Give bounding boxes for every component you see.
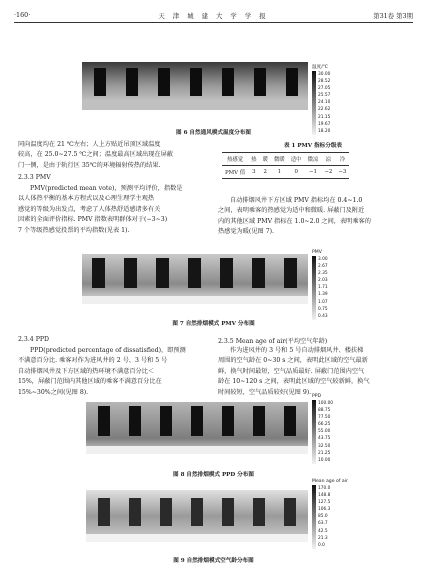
text-line: 以人体热平衡的基本方程式以及心理生理学主观热 [18,195,155,203]
fig6-colorbar [312,71,316,135]
fig6-tick: 25.57 [318,93,331,99]
text-line: 作为进风井的 3 号和 5 号自动排烟风井、楼扶梯 [230,347,364,354]
fig7-colorbar [312,256,316,320]
right-paragraph-1 [218,196,410,238]
fig9-tick: 127.5 [318,500,331,506]
pmv-grading-table [222,152,349,179]
fig7-ticks [318,256,328,320]
fig8-tick: 66.25 [318,422,331,428]
table-cell: PMV 值 [222,166,248,179]
text-line: 自动排烟风井及下方区域的热环境不满意百分比＜ [18,367,155,375]
fig9-tick: 106.3 [318,507,331,513]
fig7-tick: 1.07 [318,299,328,305]
fig8-tick: 100.00 [318,401,334,406]
fig8-contour-plot [86,402,308,454]
journal-title: 天 津 城 建 大 学 学 报 [158,12,269,20]
text-line: 门一侧，是由于轨行区 35℃的环境辐射传热的结果. [18,161,161,169]
fig8-tick: 10.00 [318,457,331,463]
left-paragraph-1 [18,140,208,171]
fig7-legend-title: PMV [312,250,322,255]
text-line: 感觉的等级为出发点，考虑了人体热舒适感诸多有关 [18,205,161,213]
fig8-tick: 88.75 [318,408,331,414]
text-line: 15%~30%之间(见图 8). [18,388,89,396]
text-line: 龄在 10~120 s 之间，表明此区域的空气较新鲜，换气 [218,378,370,386]
text-line: PMV(predicted mean vote)，预测平均评价，指数是 [30,185,183,192]
fig6-caption: 图 6 自然通风模式温度分布图 [176,130,251,136]
table-cell: −3 [335,166,349,179]
fig7-tick: 2.03 [318,278,328,284]
table-cell: 热 [248,153,259,166]
table-cell: 2 [260,166,271,179]
running-header [14,10,413,23]
fig6-tick: 30.00 [318,72,331,77]
page-number: ·160· [14,11,31,19]
table-cell: −2 [321,166,335,179]
fig6-tick: 27.05 [318,86,331,92]
fig9-tick: 170.0 [318,486,331,491]
text-line: 周围的空气龄在 0~30 s 之间，表明此区域的空气最新 [218,357,368,365]
text-line: 自动排烟风井下方区域 PMV 指标均在 0.4~1.0 [230,197,363,204]
fig8-tick: 77.50 [318,415,331,421]
table-header-row [222,153,349,166]
fig8-tick: 32.50 [318,443,331,449]
text-line: 15%，屏蔽门范围内其他区域的乘客不满意百分比在 [18,378,162,386]
text-line: 时间较短，空气品质较好(见图 9). [218,388,312,396]
fig7-contour-plot [82,254,308,304]
text-line: 7 个等级热感觉投票的平均指数(见表 1). [18,226,130,234]
fig6-tick: 28.52 [318,79,331,85]
fig9-legend-title: Mean age of air [312,479,348,484]
text-line: 不满意百分比. 乘客对作为进风井的 2 号、3 号和 5 号 [18,357,168,365]
fig7-tick: 2.67 [318,264,328,270]
text-line: 热感觉为暖(见图 7). [218,228,275,236]
fig7-legend [312,250,328,320]
fig9-contour-plot [86,490,308,542]
fig8-tick: 21.25 [318,450,331,456]
text-line: 因素的全面评价指标. PMV 指数表明群体对于(−3~3) [18,216,168,224]
fig6-tick: 22.62 [318,107,331,113]
table-cell: 适中 [288,153,305,166]
table-cell: −1 [305,166,322,179]
table-cell: 1 [271,166,288,179]
fig9-tick: 42.5 [318,528,328,534]
fig9-ticks [318,485,330,549]
fig9-tick: 0.0 [318,542,325,548]
fig9-colorbar [312,485,316,549]
fig9-tick: 63.7 [318,521,328,527]
fig6-tick: 21.15 [318,114,331,120]
fig9-tick: 21.3 [318,535,328,541]
fig7-tick: 2.35 [318,271,328,277]
section-heading-pmv: 2.3.3 PMV [18,174,51,181]
table1-caption: 表 1 PMV 指标分级表 [283,143,343,149]
air-age-paragraph [218,346,410,398]
table-cell: 冷 [335,153,349,166]
fig8-tick: 55.00 [318,429,331,435]
table-cell: 3 [248,166,259,179]
fig7-tick: 1.71 [318,285,328,291]
text-line: 内的其他区域 PMV 指标在 1.0~2.0 之间，表明乘客的 [218,217,371,225]
fig7-tick: 0.75 [318,306,328,312]
table-cell: 热感觉 [222,153,248,166]
fig6-legend-title: 温度/℃ [312,65,328,70]
fig9-legend [312,479,348,549]
fig6-legend [312,64,330,135]
fig6-ticks [318,71,330,135]
table-cell: 微暖 [271,153,288,166]
fig8-colorbar [312,400,316,464]
fig7-tick: 1.39 [318,292,328,298]
section-heading-ppd: 2.3.4 PPD [18,336,49,343]
fig7-tick: 3.00 [318,257,328,262]
table-cell: 凉 [321,153,335,166]
table-cell: 微凉 [305,153,322,166]
fig8-legend [312,394,333,464]
fig6-tick: 19.67 [318,121,331,127]
section-heading-air-age: 2.3.5 Mean age of air(平均空气年龄) [218,338,328,345]
fig6-contour-plot [82,62,308,110]
fig7-tick: 0.43 [318,313,328,319]
text-line: 较高，在 25.0~27.5 ℃之间；温度最高区域出现在屏蔽 [18,151,173,159]
ppd-paragraph [18,346,208,398]
text-line: 鲜，换气时间最短，空气品质最好. 屏蔽门范围内空气 [218,367,365,375]
fig6-tick: 24.10 [318,100,331,106]
fig6-tick: 18.20 [318,128,331,134]
text-line: 同向温度均在 21 ℃左右；人上方贴近吊顶区域温度 [18,141,161,148]
fig7-caption: 图 7 自然排烟模式 PMV 分布图 [172,321,255,327]
table-row [222,166,349,179]
fig8-caption: 图 8 自然排烟模式 PPD 分布图 [173,472,254,478]
fig9-caption: 图 9 自然排烟模式空气龄分布图 [173,558,254,564]
issue-info: 第31卷 第3期 [373,12,413,20]
text-line: 之间，表明乘客的热感觉为适中和微暖. 屏蔽门及附近 [218,207,365,215]
fig8-tick: 43.75 [318,436,331,442]
text-line: PPD(predicted percentage of dissatisfied)，即预测 [30,347,186,354]
table-cell: 暖 [260,153,271,166]
fig8-legend-title: PPD [312,394,322,399]
fig9-tick: 85.0 [318,514,328,520]
fig9-tick: 148.8 [318,493,331,499]
left-paragraph-2 [18,184,208,236]
table-cell: 0 [288,166,305,179]
fig8-ticks [318,400,333,464]
